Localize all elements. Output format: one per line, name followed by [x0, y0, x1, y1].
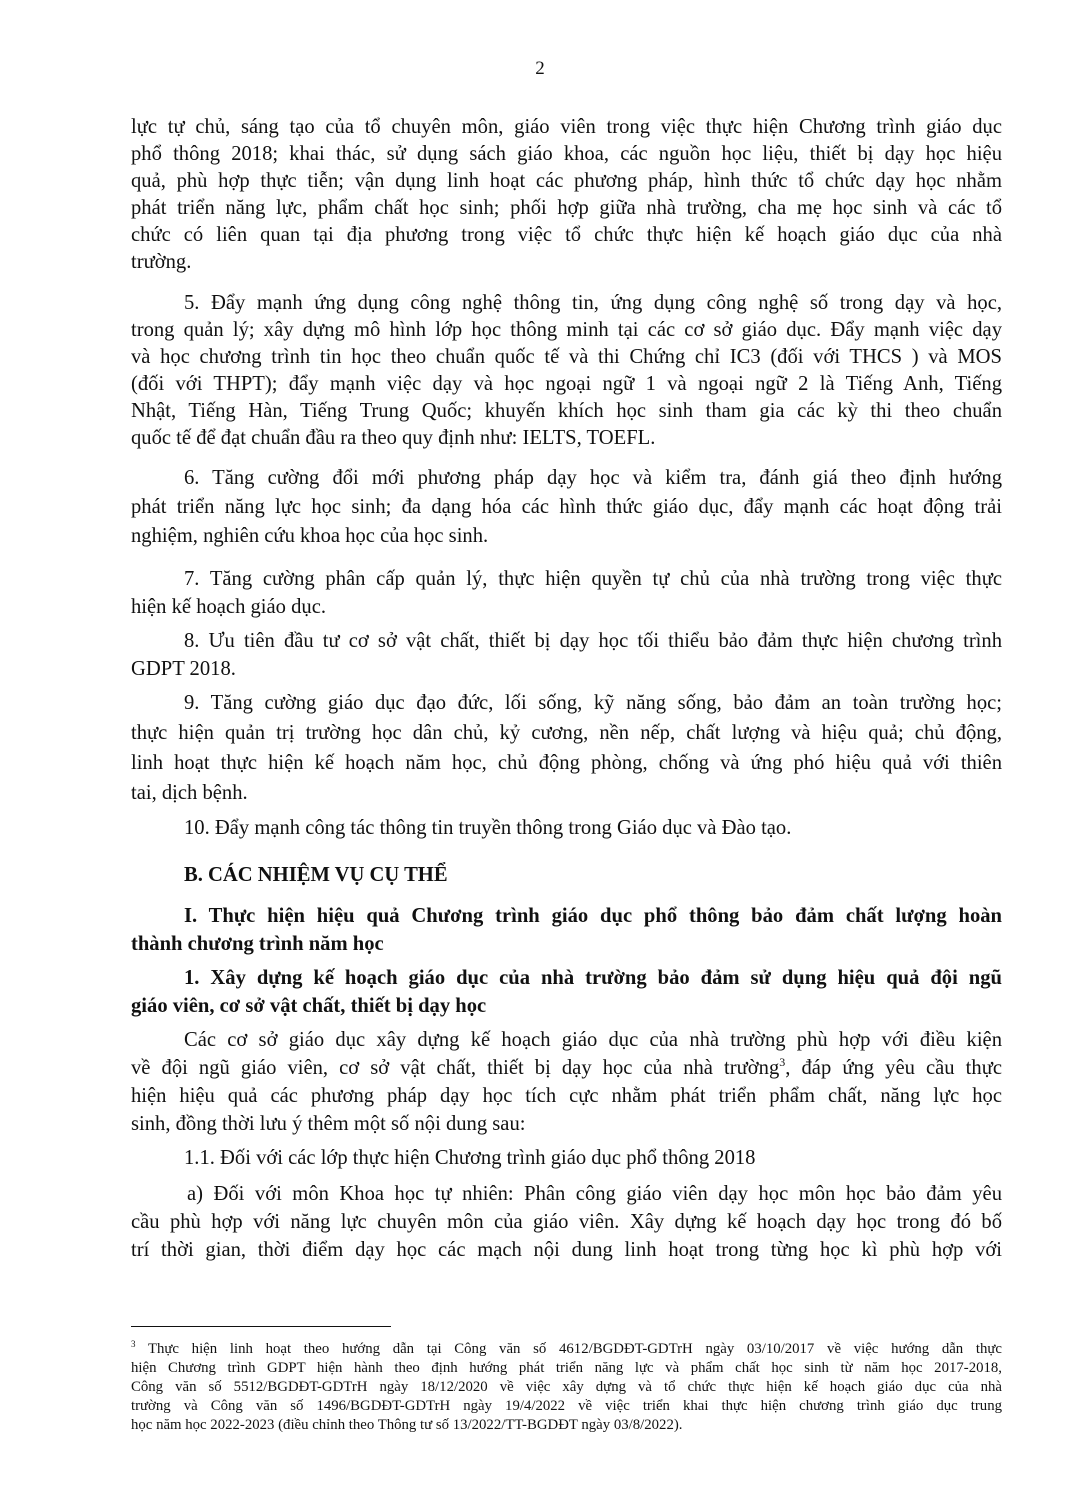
text-line: trí thời gian, thời điểm dạy học các mạch nội dung linh hoạt trong từng học kì phù hợp với — [131, 1239, 1002, 1261]
text-line: và học chương trình tin học theo chuẩn quốc tế và thi Chứng chỉ IC3 (đối với THCS ) và MOS — [131, 346, 1002, 368]
text-line: hiện kế hoạch giáo dục. — [131, 596, 326, 618]
footnote-line — [131, 1340, 1002, 1359]
text-line: trường. — [131, 251, 192, 273]
text-line: 8. Ưu tiên đầu tư cơ sở vật chất, thiết bị dạy học tối thiểu bảo đảm thực hiện chương trình — [184, 630, 1002, 652]
paragraph-item-10: 10. Đẩy mạnh công tác thông tin truyền thông trong Giáo dục và Đào tạo. — [184, 817, 792, 839]
section-heading-b: B. CÁC NHIỆM VỤ CỤ THỂ — [184, 864, 448, 886]
text-line: chức có liên quan tại địa phương trong việc tổ chức thực hiện kế hoạch giáo dục của nhà — [131, 224, 1002, 246]
heading-line: giáo viên, cơ sở vật chất, thiết bị dạy học — [131, 995, 487, 1017]
heading-line: thành chương trình năm học — [131, 933, 384, 955]
footnote-line: Công văn số 5512/BGDĐT-GDTrH ngày 18/12/2020 về việc xây dựng và tổ chức thực hiện kế hoạch giáo dục của nhà — [131, 1379, 1002, 1395]
text-line: 6. Tăng cường đổi mới phương pháp dạy học và kiểm tra, đánh giá theo định hướng — [184, 467, 1002, 489]
text-line: 7. Tăng cường phân cấp quản lý, thực hiện quyền tự chủ của nhà trường trong việc thực — [184, 568, 1002, 590]
text-line: lực tự chủ, sáng tạo của tổ chuyên môn, giáo viên trong việc thực hiện Chương trình giáo dục — [131, 116, 1002, 138]
text-line: Nhật, Tiếng Hàn, Tiếng Trung Quốc; khuyến khích học sinh tham gia các kỳ thi theo chuẩn — [131, 400, 1002, 422]
footnote-line: trường và Công văn số 1496/BGDĐT-GDTrH ngày 19/4/2022 về việc triển khai thực hiện chương trình giáo dục trung — [131, 1398, 1002, 1414]
heading-line: 1. Xây dựng kế hoạch giáo dục của nhà trường bảo đảm sử dụng hiệu quả đội ngũ — [184, 967, 1002, 989]
footnote-line: hiện Chương trình GDPT hiện hành theo định hướng phát triển năng lực và phẩm chất học sinh từ năm học 2017-2018, — [131, 1360, 1002, 1376]
text-line: phát triển năng lực học sinh; đa dạng hóa các hình thức giáo dục, đẩy mạnh các hoạt động trải — [131, 496, 1002, 518]
text-line: nghiệm, nghiên cứu khoa học của học sinh. — [131, 525, 489, 547]
text-line: hiện hiệu quả các phương pháp dạy học tích cực nhằm phát triển phẩm chất, năng lực học — [131, 1085, 1002, 1107]
text-line — [131, 1055, 1002, 1081]
page-number: 2 — [535, 58, 545, 79]
text-line: Các cơ sở giáo dục xây dựng kế hoạch giáo dục của nhà trường phù hợp với điều kiện — [184, 1029, 1002, 1051]
footnote-line: học năm học 2022-2023 (điều chỉnh theo Thông tư số 13/2022/TT-BGDĐT ngày 03/8/2022). — [131, 1417, 683, 1433]
paragraph-1-1: 1.1. Đối với các lớp thực hiện Chương trình giáo dục phổ thông 2018 — [184, 1147, 756, 1169]
text-line: quốc tế để đạt chuẩn đầu ra theo quy định như: IELTS, TOEFL. — [131, 427, 656, 449]
text-line: (đối với THPT); đẩy mạnh việc dạy và học ngoại ngữ 1 và ngoại ngữ 2 là Tiếng Anh, Tiếng — [131, 373, 1002, 395]
footnote-reference: 3 — [779, 1055, 786, 1070]
text-line: quả, phù hợp thực tiễn; vận dụng linh hoạt các phương pháp, hình thức tổ chức dạy học nhằm — [131, 170, 1002, 192]
text-line: trong quản lý; xây dựng mô hình lớp học thông minh tại các cơ sở giáo dục. Đẩy mạnh việc dạy — [131, 319, 1002, 341]
text-segment: Thực hiện linh hoạt theo hướng dẫn tại Công văn số 4612/BGDĐT-GDTrH ngày 03/10/2017 về việc hướng dẫn thực — [135, 1341, 1002, 1357]
text-line: sinh, đồng thời lưu ý thêm một số nội dung sau: — [131, 1113, 526, 1135]
text-line: thực hiện quản trị trường học dân chủ, kỷ cương, nền nếp, chất lượng và hiệu quả; chủ động, — [131, 722, 1002, 744]
text-line: phát triển năng lực, phẩm chất học sinh; phối hợp giữa nhà trường, cha mẹ học sinh và các tổ — [131, 197, 1002, 219]
text-segment: , đáp ứng yêu cầu thực — [785, 1057, 1002, 1079]
text-line: tai, dịch bệnh. — [131, 782, 248, 804]
text-line: phổ thông 2018; khai thác, sử dụng sách giáo khoa, các nguồn học liệu, thiết bị dạy học hiệu — [131, 143, 1002, 165]
text-line: linh hoạt thực hiện kế hoạch năm học, chủ động phòng, chống và ứng phó hiệu quả với thiên — [131, 752, 1002, 774]
text-line: 9. Tăng cường giáo dục đạo đức, lối sống, kỹ năng sống, bảo đảm an toàn trường học; — [184, 692, 1002, 714]
text-line: GDPT 2018. — [131, 658, 236, 680]
text-line: cầu phù hợp với năng lực chuyên môn của giáo viên. Xây dựng kế hoạch dạy học trong đó bố — [131, 1211, 1002, 1233]
heading-line: I. Thực hiện hiệu quả Chương trình giáo dục phổ thông bảo đảm chất lượng hoàn — [184, 905, 1002, 927]
text-segment: về đội ngũ giáo viên, cơ sở vật chất, thiết bị dạy học của nhà trường — [131, 1057, 780, 1079]
footnote-marker: 3 — [131, 1339, 136, 1350]
text-line: a) Đối với môn Khoa học tự nhiên: Phân công giáo viên dạy học môn học bảo đảm yêu — [187, 1183, 1002, 1205]
text-line: 5. Đẩy mạnh ứng dụng công nghệ thông tin, ứng dụng công nghệ số trong dạy và học, — [184, 292, 1002, 314]
footnote-separator — [131, 1326, 391, 1327]
